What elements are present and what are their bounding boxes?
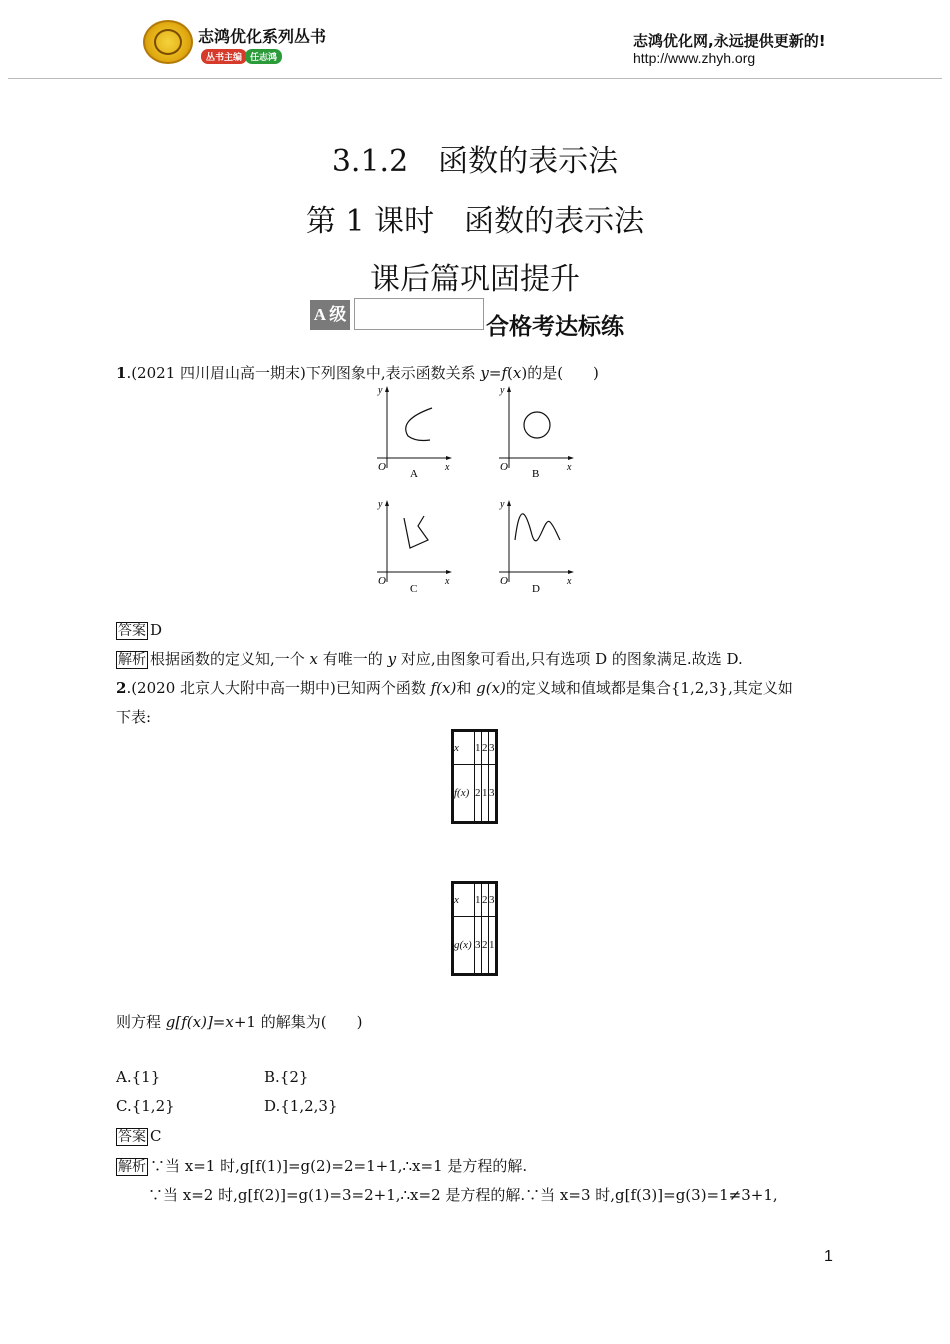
analysis-tag: 解析 [118, 652, 146, 668]
series-logo [143, 20, 193, 64]
table-g-head-gx: g(x) [453, 917, 475, 975]
q2-analysis-line2: ∵当 x=2 时,g[f(2)]=g(1)=3=2+1,∴x=2 是方程的解.∵当 x=3 时,g[f(3)]=g(3)=1≠3+1, [148, 1186, 778, 1204]
graph-a-label: A [410, 468, 418, 480]
table-g-head-x: x [453, 883, 475, 917]
table-f-head-x: x [453, 731, 475, 765]
graph-b-x: x [567, 462, 572, 473]
analysis-tag: 解析 [118, 1159, 146, 1175]
graph-c-y: y [378, 499, 383, 510]
level-badge: A 级 [310, 300, 350, 330]
graph-b [499, 385, 574, 480]
q1-stem: 1.(2021 四川眉山高一期末)下列图象中,表示函数关系 y=f(x)的是( ) [116, 364, 599, 382]
graph-a-x: x [445, 462, 450, 473]
graph-a-origin: O [378, 461, 386, 473]
q2-question: 则方程 g[f(x)]=x+1 的解集为( ) [116, 1013, 363, 1031]
header-divider [8, 78, 942, 79]
header-url[interactable]: http://www.zhyh.org [633, 50, 756, 66]
header-slogan: 志鸿优化网,永远提供更新的! [633, 32, 826, 50]
graph-c-x: x [445, 576, 450, 587]
graph-c-origin: O [378, 575, 386, 587]
option-c[interactable]: C.{1,2} [116, 1097, 175, 1115]
table-f: x 1 2 3 f(x) 2 1 3 [451, 729, 498, 824]
q2-analysis-line1: 解析 ∵当 x=1 时,g[f(1)]=g(2)=2=1+1,∴x=1 是方程的解. [118, 1157, 528, 1175]
option-a[interactable]: A.{1} [116, 1068, 161, 1086]
q1-graphs [360, 380, 600, 600]
table-f-head-fx: f(x) [453, 765, 475, 823]
graph-a [377, 385, 452, 480]
editor-name: 任志鸿 [245, 49, 282, 64]
option-b[interactable]: B.{2} [264, 1068, 309, 1086]
level-label: 合格考达标练 [486, 314, 624, 340]
series-name: 志鸿优化系列丛书 [198, 27, 327, 46]
table-g: x 1 2 3 g(x) 3 2 1 [451, 881, 498, 976]
graph-d-x: x [567, 576, 572, 587]
graph-b-y: y [500, 385, 505, 396]
answer-tag: 答案 [118, 623, 146, 639]
page-number: 1 [824, 1248, 833, 1265]
section-title: 3.1.2 函数的表示法 [331, 144, 619, 179]
q2-stem-line2: 下表: [116, 708, 152, 726]
graph-d-y: y [500, 499, 505, 510]
q2-stem-line1: 2.(2020 北京人大附中高一期中)已知两个函数 f(x)和 g(x)的定义域和值域都是集合{1,2,3},其定义如 [116, 679, 793, 697]
q1-analysis: 解析 根据函数的定义知,一个 x 有唯一的 y 对应,由图象可看出,只有选项 D 的图象满足.故选 D. [118, 650, 743, 668]
graph-d [499, 499, 574, 595]
q2-answer: 答案 C [118, 1127, 162, 1145]
option-d[interactable]: D.{1,2,3} [264, 1097, 338, 1115]
graph-c [377, 499, 452, 595]
graph-b-origin: O [500, 461, 508, 473]
part-title: 课后篇巩固提升 [370, 262, 580, 297]
graph-d-origin: O [500, 575, 508, 587]
graph-b-label: B [532, 468, 540, 480]
graph-d-label: D [532, 583, 540, 595]
graph-a-y: y [378, 385, 383, 396]
answer-tag: 答案 [118, 1129, 146, 1145]
graph-c-label: C [410, 583, 418, 595]
level-bar [354, 298, 484, 330]
editor-label: 丛书主编 [201, 49, 247, 64]
q1-answer: 答案 D [118, 621, 163, 639]
lesson-title: 第 1 课时 函数的表示法 [305, 204, 645, 239]
